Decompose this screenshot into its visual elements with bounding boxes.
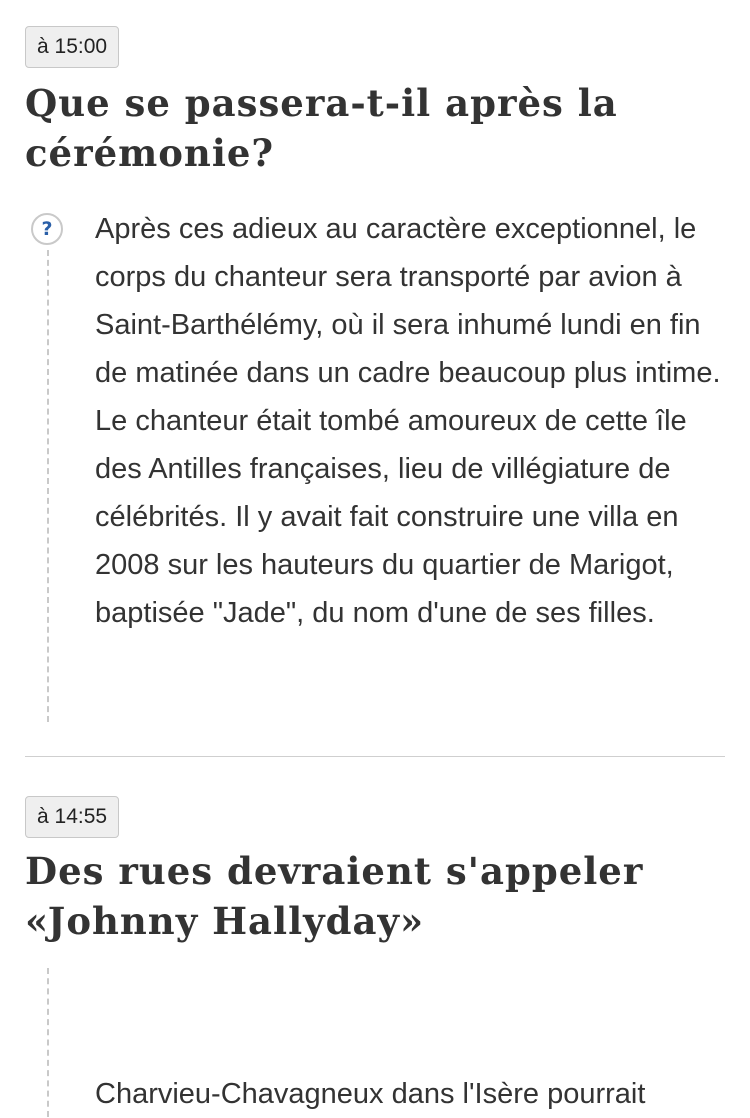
entry-title: Des rues devraient s'appeler «Johnny Hallyday»: [25, 849, 644, 943]
timeline-dash-line: [47, 968, 49, 1117]
entry-body-text: Charvieu-Chavagneux dans l'Isère pourrait: [95, 1078, 646, 1110]
time-badge: à 14:55: [25, 796, 119, 838]
time-badge: à 15:00: [25, 26, 119, 68]
entry-divider: [25, 756, 725, 757]
entry-body-text: Après ces adieux au caractère exceptionnel, le corps du chanteur sera transporté par avion à Saint-Barthélémy, où il sera inhumé lundi en fin de matinée dans un cadre beaucoup plus intime. Le chanteur était tombé amoureux de cette île des Antilles françaises, lieu de villégiature de célébrités. Il y avait fait construire une villa en 2008 sur les hauteurs du quartier de Marigot, baptisée "Jade", du nom d'une de ses filles.: [95, 213, 721, 629]
entry-title: Que se passera-t-il après la cérémonie?: [25, 81, 618, 175]
timeline-dash-line: [47, 250, 49, 722]
question-mark-icon: ?: [31, 213, 63, 245]
